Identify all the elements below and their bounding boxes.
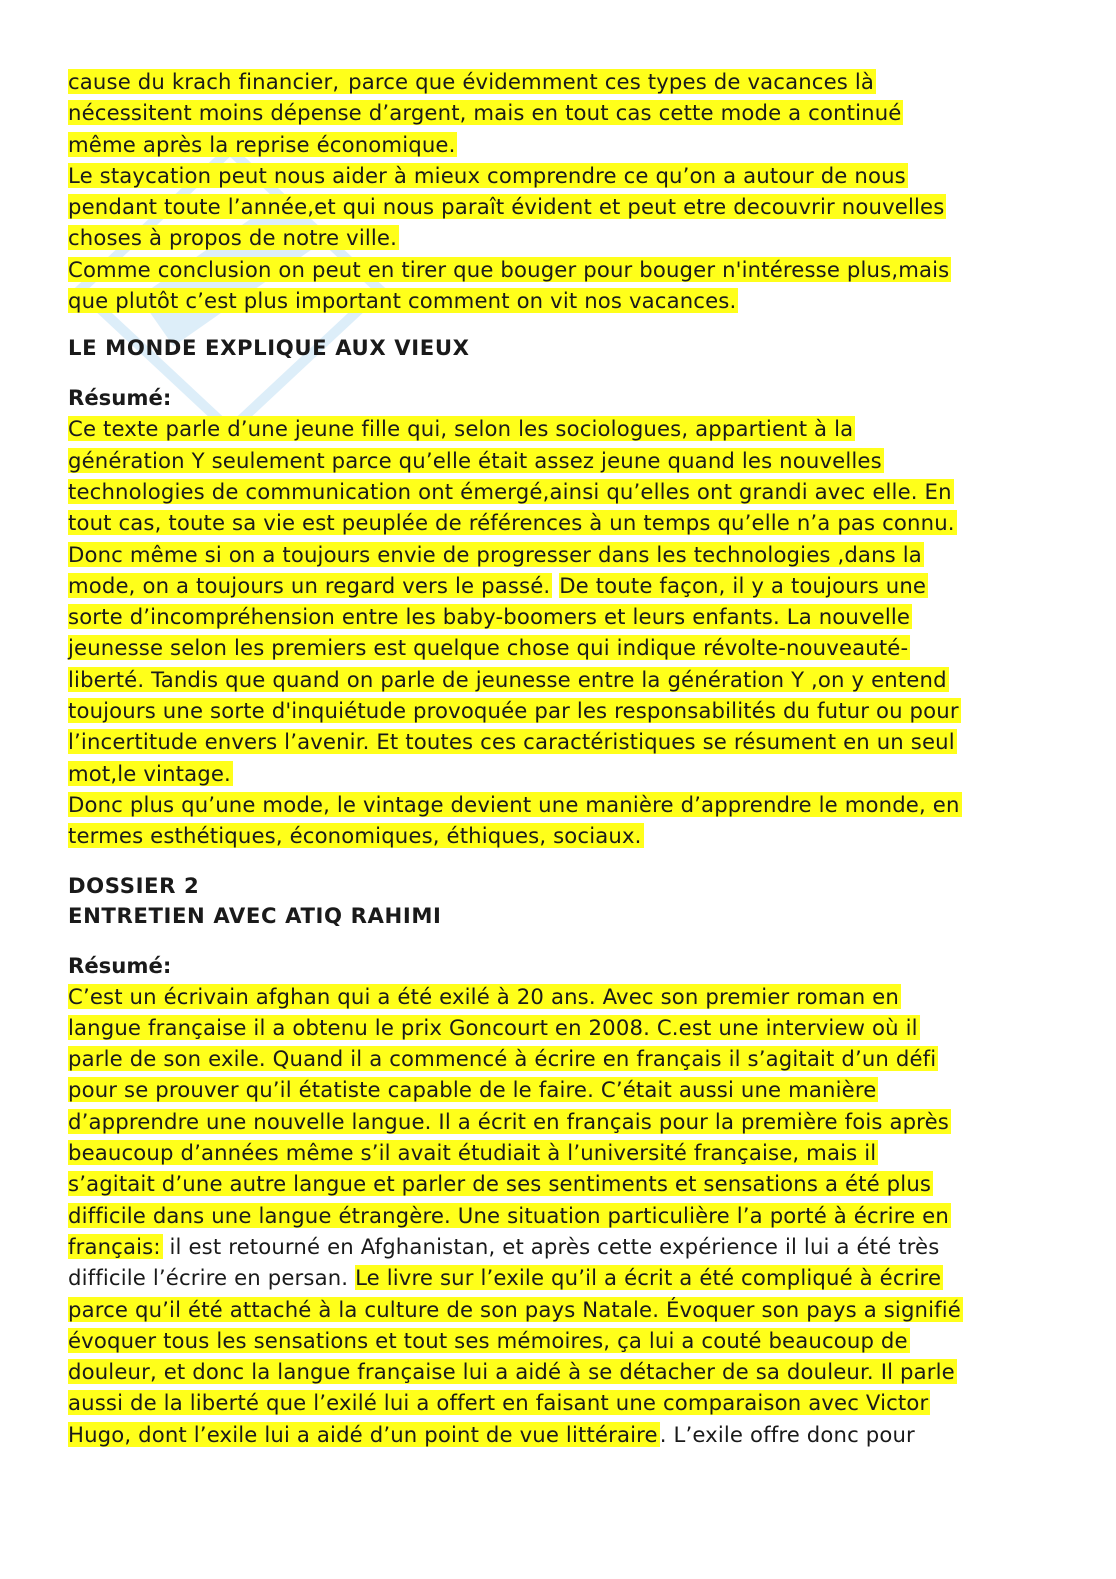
highlighted-text: évoquer tous les sensations et tout ses mémoires, ça lui a couté beaucoup de — [68, 1327, 908, 1353]
conclusion-paragraph — [68, 66, 1058, 316]
section-heading-monde: LE MONDE EXPLIQUE AUX VIEUX — [68, 335, 470, 361]
highlighted-text: Donc même si on a toujours envie de progresser dans les technologies ,dans la — [68, 541, 922, 567]
highlighted-text: pendant toute l’année,et qui nous paraît évident et peut etre decouvrir nouvelles — [68, 194, 945, 220]
highlighted-text: même après la reprise économique. — [68, 131, 456, 157]
text-line — [68, 413, 1058, 444]
document-page — [68, 66, 1058, 1450]
text-line — [68, 1200, 1058, 1231]
highlighted-text: Ce texte parle d’une jeune fille qui, selon les sociologues, appartient à la — [68, 416, 854, 442]
highlighted-text: pour se prouver qu’il étatiste capable de le faire. C’était aussi une manière — [68, 1077, 877, 1103]
text-line — [68, 1356, 1058, 1387]
highlighted-text: parce que évidemment ces types de vacances là — [348, 69, 875, 94]
text-line — [68, 285, 1058, 316]
highlighted-text: s’agitait d’une autre langue et parler de ses sentiments et sensations a été plus — [68, 1171, 932, 1197]
highlighted-text: liberté. Tandis que quand on parle de jeunesse entre la génération Y ,on y entend — [68, 666, 947, 692]
highlighted-text: mode, on a toujours un regard vers le passé. — [68, 572, 551, 598]
text-line — [68, 222, 1058, 253]
highlighted-text: Donc plus qu’une mode, le vintage devient une manière d’apprendre le monde, en — [68, 791, 960, 817]
text-line — [68, 726, 1058, 757]
text-line — [68, 1137, 1058, 1168]
text-line — [68, 1387, 1058, 1418]
highlighted-text: Le staycation peut nous aider à mieux comprendre ce qu’on a autour de nous — [68, 162, 906, 188]
highlighted-text: beaucoup d’années même s’il avait étudiait à l’université française, mais il — [68, 1140, 877, 1166]
resume-label-1: Résumé: — [68, 385, 172, 411]
plain-text: il est retourné en Afghanistan, et après cette expérience il lui a été très — [162, 1233, 940, 1259]
highlighted-text: C’est un écrivain afghan qui a été exilé à 20 ans. Avec son premier roman en — [68, 983, 899, 1009]
text-line — [68, 1325, 1058, 1356]
highlighted-text: difficile dans une langue étrangère. Une situation particulière l’a porté à écrire en — [68, 1202, 949, 1228]
text-line — [68, 1074, 1058, 1105]
highlighted-text: mot,le vintage. — [68, 760, 231, 786]
highlighted-text: nécessitent moins dépense d’argent, mais en tout cas cette mode a continué — [68, 100, 902, 126]
highlighted-text: Le livre sur l’exile qu’il a écrit a été compliqué à écrire — [355, 1265, 942, 1291]
text-line — [68, 476, 1058, 507]
text-line — [68, 1043, 1058, 1074]
text-line — [68, 1294, 1058, 1325]
highlighted-text: que plutôt c’est plus important comment on vit nos vacances. — [68, 288, 737, 314]
highlighted-text: technologies de communication ont émergé,ainsi qu’elles ont grandi avec elle. En — [68, 478, 952, 504]
highlighted-text: Hugo, dont l’exile lui a aidé d’un point de vue littéraire — [68, 1421, 658, 1447]
text-line — [68, 129, 1058, 160]
text-line — [68, 981, 1058, 1012]
text-line — [68, 1231, 1058, 1262]
text-line — [68, 664, 1058, 695]
highlighted-text: aussi de la liberté que l’exilé lui a offert en faisant une comparaison avec Victor — [68, 1390, 929, 1416]
text-line — [68, 1012, 1058, 1043]
text-line — [68, 695, 1058, 726]
text-line — [68, 820, 1058, 851]
highlighted-text: parce qu’il été attaché à la culture de son pays Natale. Évoquer son pays a signifié — [68, 1296, 961, 1322]
highlighted-text: langue française il a obtenu le prix Goncourt en 2008. C.est une interview où il — [68, 1014, 918, 1040]
section-heading-entretien: ENTRETIEN AVEC ATIQ RAHIMI — [68, 902, 442, 928]
text-line — [68, 601, 1058, 632]
highlighted-text: douleur, et donc la langue française lui a aidé à se détacher de sa douleur. Il parle — [68, 1359, 955, 1385]
text-line — [68, 191, 1058, 222]
text-line — [68, 507, 1058, 538]
resume-label-2: Résumé: — [68, 952, 172, 978]
highlighted-text: choses à propos de notre ville. — [68, 225, 398, 251]
highlighted-text: tout cas, toute sa vie est peuplée de références à un temps qu’elle n’a pas connu. — [68, 510, 955, 536]
text-line — [68, 758, 1058, 789]
highlighted-text: termes esthétiques, économiques, éthiques, sociaux. — [68, 823, 642, 849]
highlighted-text: français: — [68, 1233, 161, 1259]
highlighted-text: jeunesse selon les premiers est quelque chose qui indique révolte-nouveauté- — [68, 635, 909, 661]
resume-paragraph-1 — [68, 413, 1058, 851]
text-line — [68, 97, 1058, 128]
text-line — [68, 789, 1058, 820]
text-line — [68, 1262, 1058, 1293]
plain-text: . L’exile offre donc pour — [659, 1421, 915, 1447]
highlighted-text: sorte d’incompréhension entre les baby-boomers et leurs enfants. La nouvelle — [68, 604, 911, 630]
text-line — [68, 632, 1058, 663]
resume-paragraph-2 — [68, 981, 1058, 1450]
text-line — [68, 66, 1058, 97]
highlighted-text: l’incertitude envers l’avenir. Et toutes ces caractéristiques se résument en un seul — [68, 729, 955, 755]
text-line — [68, 254, 1058, 285]
text-line — [68, 445, 1058, 476]
text-line — [68, 539, 1058, 570]
text-line — [68, 1419, 1058, 1450]
text-line — [68, 1168, 1058, 1199]
highlighted-text: Comme conclusion on peut en tirer que bouger pour bouger n'intéresse plus,mais — [68, 256, 950, 282]
highlighted-text: toujours une sorte d'inquiétude provoquée par les responsabilités du futur ou pour — [68, 698, 959, 724]
plain-text: difficile l’écrire en persan. — [68, 1265, 356, 1291]
text-line — [68, 1106, 1058, 1137]
text-line — [68, 570, 1058, 601]
highlighted-text: De toute façon, il y a toujours une — [559, 572, 927, 598]
highlighted-text: d’apprendre une nouvelle langue. Il a écrit en français pour la première fois après — [68, 1108, 949, 1134]
dossier-heading: DOSSIER 2 — [68, 872, 200, 898]
text-line — [68, 160, 1058, 191]
highlighted-text: cause du krach financier, — [68, 69, 347, 94]
highlighted-text: parle de son exile. Quand il a commencé à écrire en français il s’agitait d’un défi — [68, 1046, 937, 1072]
highlighted-text: génération Y seulement parce qu’elle était assez jeune quand les nouvelles — [68, 447, 882, 473]
